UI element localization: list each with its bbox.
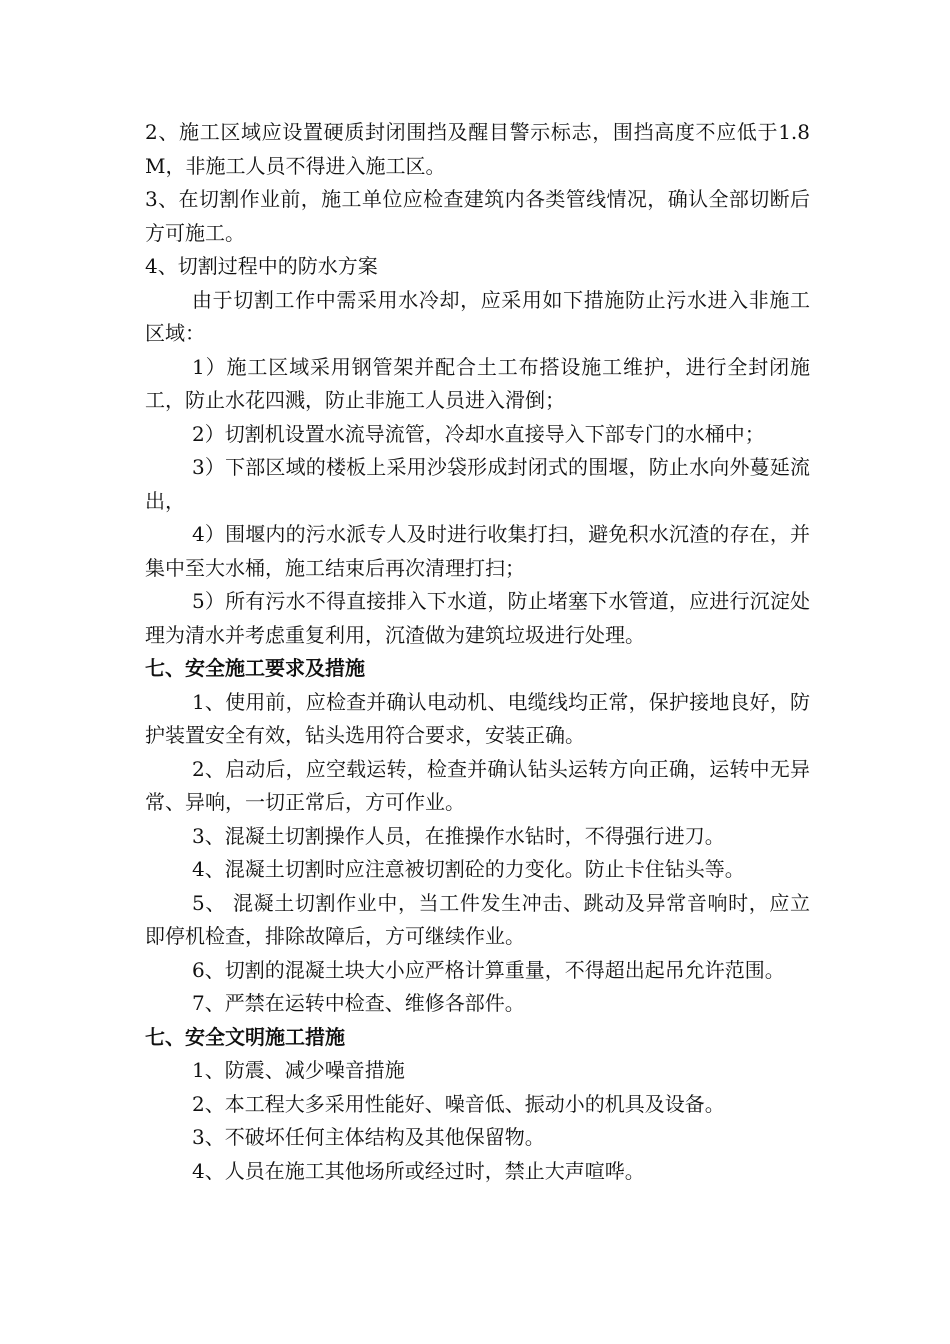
paragraph-measure-2: 2）切割机设置水流导流管，冷却水直接导入下部专门的水桶中； [192,421,765,446]
paragraph-waterproof-title: 4、切割过程中的防水方案 [145,254,378,278]
paragraph-safety-7: 7、严禁在运转中检查、维修各部件。 [192,991,525,1015]
document-page [145,116,810,1188]
paragraph-measure-4: 4）围堰内的污水派专人及时进行收集打扫，避免积水沉渣的存在，并集中至大水桶，施工结束后再次清理打扫； [145,522,810,580]
paragraph-measure-3: 3）下部区域的楼板上采用沙袋形成封闭式的围堰，防止水向外蔓延流出， [145,455,810,513]
paragraph-safety-3: 3、混凝土切割操作人员，在推操作水钻时，不得强行进刀。 [192,823,725,848]
paragraph-safety-1: 1、使用前，应检查并确认电动机、电缆线均正常，保护接地良好，防护装置安全有效，钻头选用符合要求，安装正确。 [145,689,810,747]
paragraph-waterproof-intro: 由于切割工作中需采用水冷却，应采用如下措施防止污水进入非施工区域： [145,287,810,345]
paragraph-pipeline-check: 3、在切割作业前，施工单位应检查建筑内各类管线情况，确认全部切断后方可施工。 [145,187,810,245]
paragraph-civilized-2: 2、本工程大多采用性能好、噪音低、振动小的机具及设备。 [192,1091,725,1116]
paragraph-measure-1: 1）施工区域采用钢管架并配合土工布搭设施工维护，进行全封闭施工，防止水花四溅，防止非施工人员进入滑倒； [145,354,810,412]
paragraph-civilized-3: 3、不破坏任何主体结构及其他保留物。 [192,1125,545,1149]
paragraph-safety-5: 5、 混凝土切割作业中，当工件发生冲击、跳动及异常音响时，应立即停机检查，排除故障后，方可继续作业。 [145,890,810,948]
paragraph-civilized-1: 1、防震、减少噪音措施 [192,1058,405,1082]
paragraph-enclosure: 2、施工区域应设置硬质封闭围挡及醒目警示标志，围挡高度不应低于1.8M，非施工人员不得进入施工区。 [145,120,810,178]
section-heading-safety: 七、安全施工要求及措施 [145,656,365,680]
paragraph-safety-4: 4、混凝土切割时应注意被切割砼的力变化。防止卡住钻头等。 [192,857,745,881]
section-heading-civilized: 七、安全文明施工措施 [145,1024,345,1049]
paragraph-civilized-4: 4、人员在施工其他场所或经过时，禁止大声喧哗。 [192,1158,645,1183]
paragraph-measure-5: 5）所有污水不得直接排入下水道，防止堵塞下水管道，应进行沉淀处理为清水并考虑重复利用，沉渣做为建筑垃圾进行处理。 [145,589,810,647]
paragraph-safety-6: 6、切割的混凝土块大小应严格计算重量，不得超出起吊允许范围。 [192,957,785,982]
paragraph-safety-2: 2、启动后，应空载运转，检查并确认钻头运转方向正确，运转中无异常、异响，一切正常后，方可作业。 [145,756,810,814]
